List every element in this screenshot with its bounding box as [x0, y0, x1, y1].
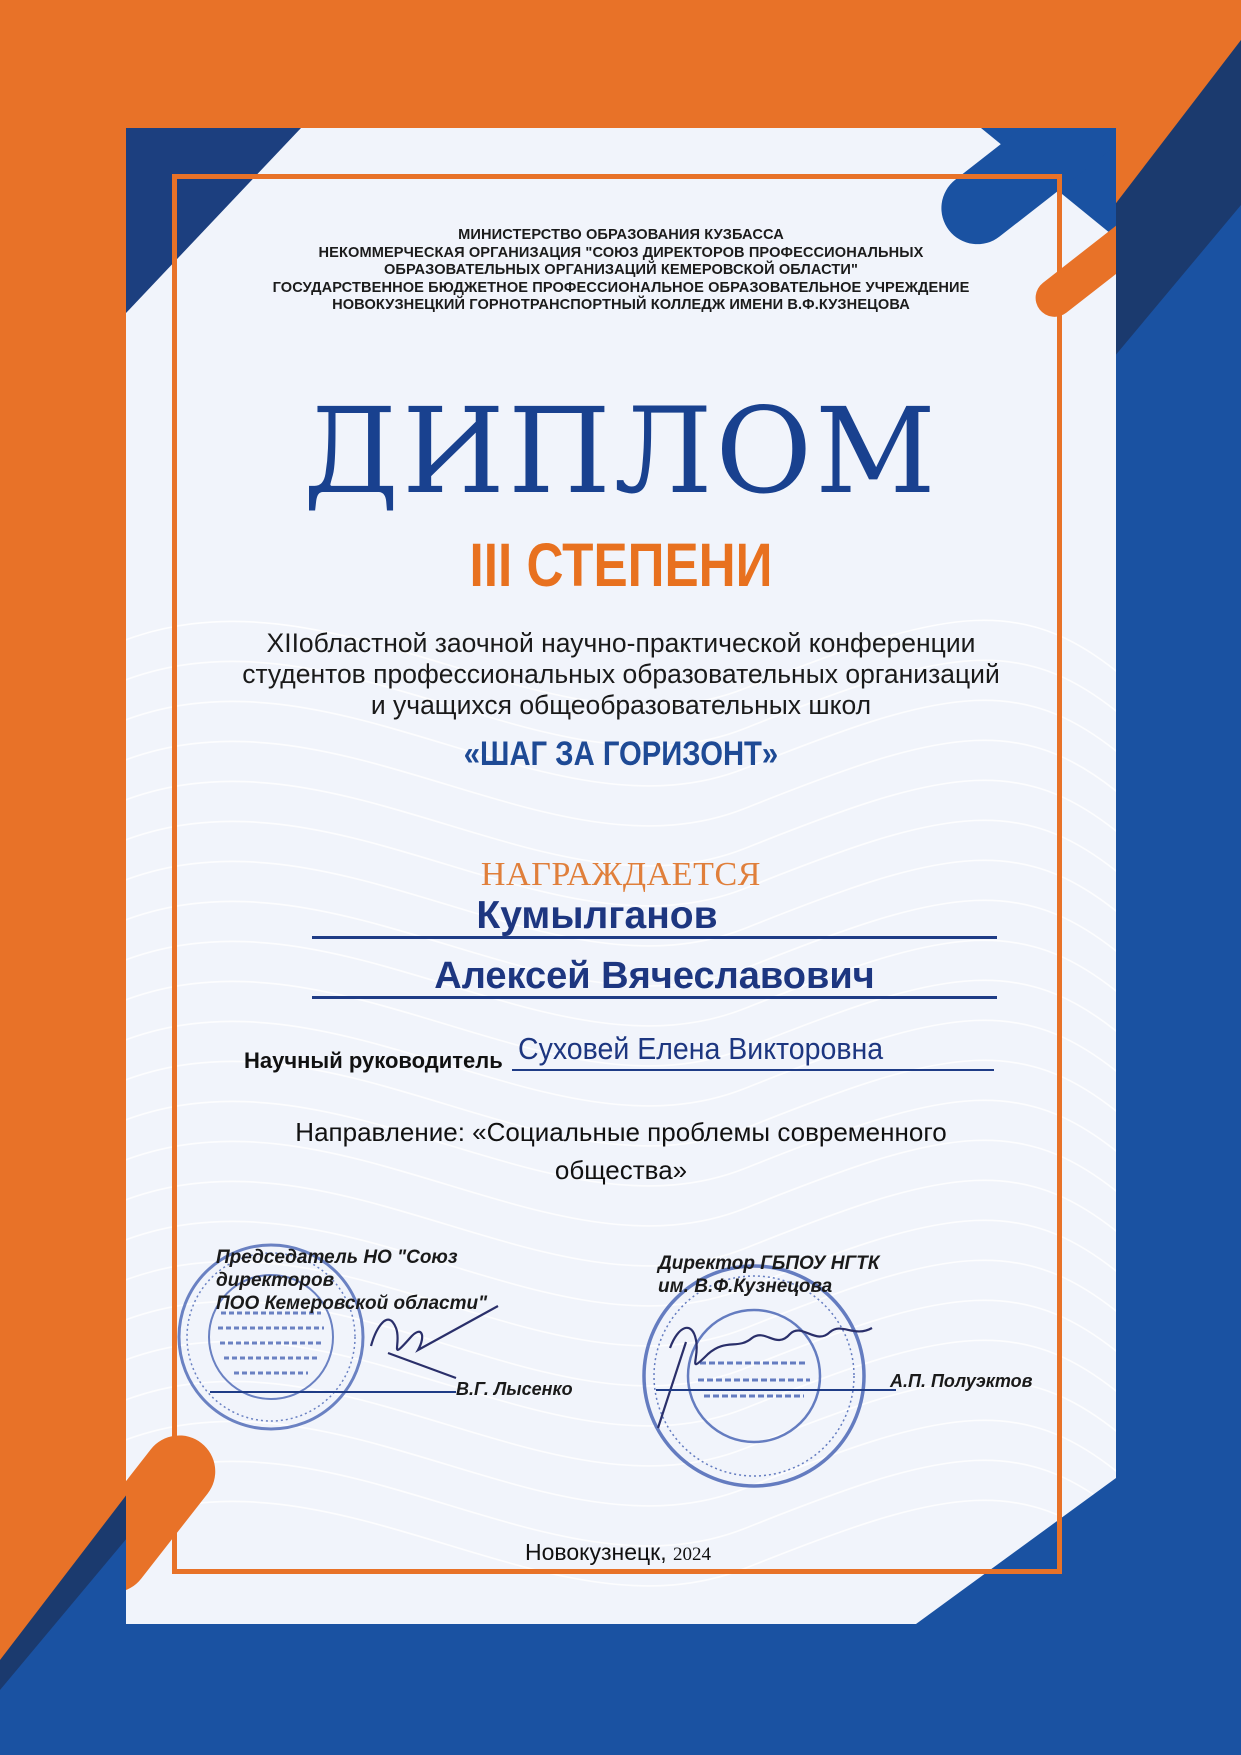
direction-line: общества» [554, 1155, 688, 1185]
diploma-sheet [126, 128, 1116, 1624]
recipient-given-names: Алексей Вячеславович [434, 955, 875, 997]
diploma-degree: III СТЕПЕНИ [469, 531, 773, 599]
year: 2024 [673, 1544, 712, 1565]
recipient-surname: Кумылганов [476, 894, 718, 937]
left-title-line: Председатель НО "Союз [216, 1247, 458, 1268]
signature-left [371, 1306, 498, 1378]
conference-line: XIIобластной заочной научно-практической конференции [266, 628, 976, 658]
left-signatory-name: В.Г. Лысенко [456, 1379, 573, 1399]
direction-line: Направление: «Социальные проблемы современного [295, 1117, 947, 1147]
awarded-label: НАГРАЖДАЕТСЯ [480, 856, 762, 893]
header-line: ОБРАЗОВАТЕЛЬНЫХ ОРГАНИЗАЦИЙ КЕМЕРОВСКОЙ ОБЛАСТИ" [383, 262, 859, 278]
header-line: ГОСУДАРСТВЕННОЕ БЮДЖЕТНОЕ ПРОФЕССИОНАЛЬНОЕ ОБРАЗОВАТЕЛЬНОЕ УЧРЕЖДЕНИЕ [272, 279, 970, 296]
header-line: НОВОКУЗНЕЦКИЙ ГОРНОТРАНСПОРТНЫЙ КОЛЛЕДЖ ИМЕНИ В.Ф.КУЗНЕЦОВА [332, 297, 910, 313]
supervisor-label: Научный руководитель [244, 1048, 503, 1073]
conference-line: и учащихся общеобразовательных школ [370, 690, 872, 720]
left-signatory-title [216, 1246, 487, 1315]
header-line: МИНИСТЕРСТВО ОБРАЗОВАНИЯ КУЗБАССА [458, 227, 784, 243]
header-line: НЕКОММЕРЧЕСКАЯ ОРГАНИЗАЦИЯ "СОЮЗ ДИРЕКТОРОВ ПРОФЕССИОНАЛЬНЫХ [318, 244, 924, 261]
diploma-title: ДИПЛОМ [303, 382, 939, 520]
left-title-line: директоров [216, 1270, 335, 1291]
conference-line: студентов профессиональных образовательных организаций [242, 659, 1000, 689]
right-title-line: Директор ГБПОУ НГТК [658, 1253, 880, 1274]
supervisor-name: Суховей Елена Викторовна [518, 1031, 884, 1066]
city: Новокузнецк, [525, 1539, 667, 1565]
left-title-line: ПОО Кемеровской области" [216, 1293, 488, 1314]
seals-and-signatures [126, 128, 1116, 1624]
conference-name: «ШАГ ЗА ГОРИЗОНТ» [463, 735, 779, 773]
right-signatory-title [658, 1252, 879, 1298]
right-signatory-name: А.П. Полуэктов [890, 1371, 1033, 1391]
seal-right [644, 1266, 864, 1486]
city-and-year [525, 1538, 711, 1569]
signature-right [658, 1328, 872, 1428]
right-title-line: им. В.Ф.Кузнецова [658, 1276, 833, 1297]
